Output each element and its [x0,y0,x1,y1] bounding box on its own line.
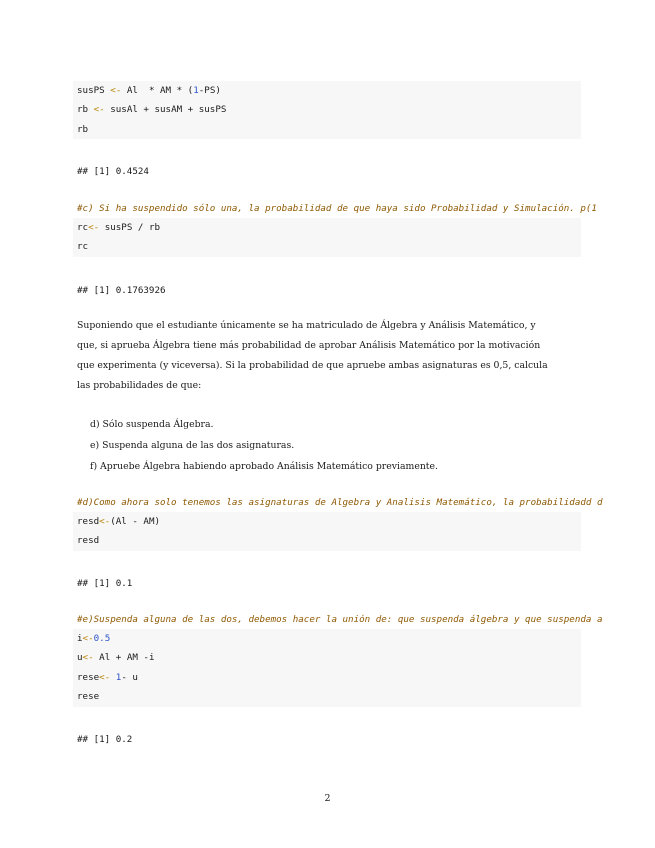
code-token: Al * AM * ( [121,85,194,96]
code-token: i [77,633,83,644]
paragraph-line: que, si aprueba Álgebra tiene más probabilidad de aprobar Análisis Matemático por la motivación [77,340,541,351]
page-number: 2 [324,793,331,804]
assign-operator: <- [110,85,122,96]
code-block [73,81,581,139]
code-line [73,100,581,119]
code-token: - u [121,671,138,683]
code-line [73,629,581,648]
number-literal: 1 [193,85,199,96]
code-output: ## [1] 0.1763926 [77,285,166,296]
assign-operator: <- [93,104,105,116]
code-comment: #c) Si ha suspendido sólo una, la probabilidad de que haya sido Probabilidad y Simulación. p(1 [77,203,597,214]
code-output: ## [1] 0.4524 [77,166,149,177]
code-block [73,218,581,257]
code-comment: #e)Suspenda alguna de las dos, debemos hacer la unión de: que suspenda álgebra y que suspenda a [77,614,603,625]
code-line [73,81,581,100]
list-item: e) Suspenda alguna de las dos asignaturas. [90,440,295,451]
assign-operator: <- [82,652,94,664]
code-token: u [77,652,83,664]
number-literal: 0.5 [93,633,111,644]
code-token: -PS) [198,85,221,96]
code-token: (Al - AM) [110,516,161,527]
list-item: f) Apruebe Álgebra habiendo aprobado Análisis Matemático previamente. [90,461,438,472]
body-paragraph [77,316,581,396]
code-block [73,512,581,551]
code-token: resd [77,516,100,527]
code-line [73,218,581,237]
code-output: ## [1] 0.1 [77,578,133,589]
code-token: Al + AM -i [93,652,155,664]
code-line [73,512,581,531]
code-output: ## [1] 0.2 [77,734,133,745]
assign-operator: <- [99,516,111,527]
code-token: susPS / rb [99,222,161,233]
paragraph-line: que experimenta (y viceversa). Si la probabilidad de que apruebe ambas asignaturas es 0,5, calcula [77,360,548,371]
assign-operator: <- [99,671,111,683]
assign-operator: <- [82,633,94,644]
number-literal: 1 [115,671,122,683]
code-token: rese [77,671,100,683]
assign-operator: <- [88,222,100,233]
code-token: rb [77,104,94,116]
code-token: rc [77,222,89,233]
code-line: rb [77,123,89,135]
code-block [73,629,581,707]
code-token: susPS [77,85,111,96]
code-line: resd [77,535,100,547]
code-comment: #d)Como ahora solo tenemos las asignaturas de Algebra y Analisis Matemático, la probabilidadd d [77,497,603,508]
code-line [73,648,581,667]
paragraph-line: las probabilidades de que: [77,380,202,391]
code-line: rc [77,241,89,253]
code-line: rese [77,691,100,703]
exercise-list [90,414,580,477]
paragraph-line: Suponiendo que el estudiante únicamente se ha matriculado de Álgebra y Análisis Matemático, y [77,320,536,331]
code-token: susAl + susAM + susPS [104,104,227,116]
code-line [73,668,581,687]
list-item: d) Sólo suspenda Álgebra. [90,419,214,430]
